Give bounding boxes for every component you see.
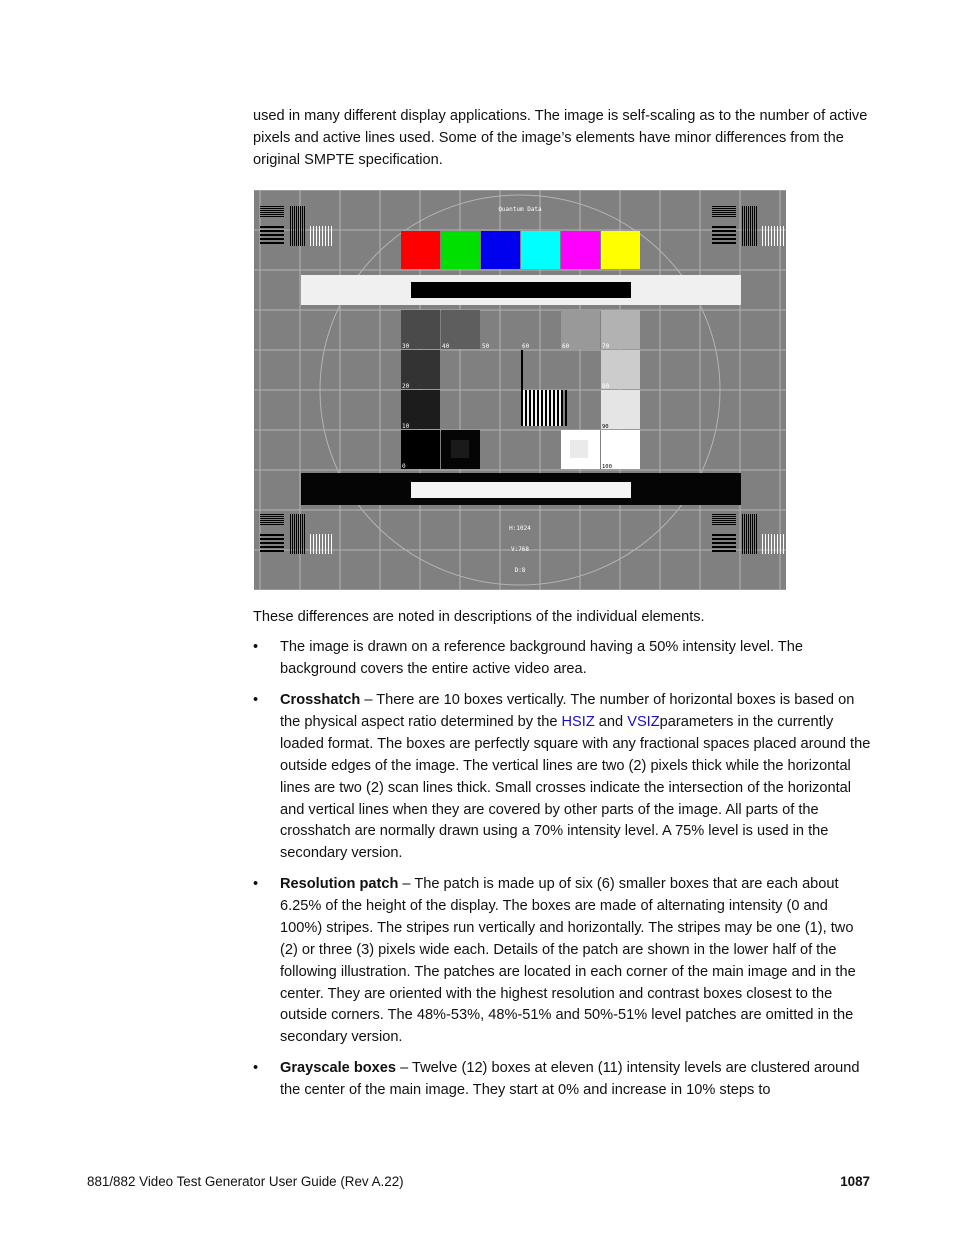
gray-label: 60 bbox=[522, 343, 530, 350]
bullet-term: Grayscale boxes bbox=[280, 1060, 397, 1076]
color-bar bbox=[441, 231, 480, 269]
footer-title: 881/882 Video Test Generator User Guide (Rev A.22) bbox=[87, 1174, 404, 1189]
bullet-text bbox=[280, 874, 873, 1049]
bullet-text-part: – Twelve (12) boxes at eleven (11) intensity levels are clustered around the center of the main image. They start at 0% and increase in 10% steps to bbox=[280, 1060, 860, 1098]
page-number: 1087 bbox=[840, 1174, 870, 1189]
banner-text: Quantum Data bbox=[498, 206, 542, 213]
gray-label: 80 bbox=[602, 383, 610, 390]
bullet-term: Resolution patch bbox=[280, 876, 399, 892]
bullet-grayscale-boxes bbox=[253, 1058, 873, 1102]
gray-label: 20 bbox=[402, 383, 410, 390]
bullet-text-part: – The patch is made up of six (6) smaller boxes that are each about 6.25% of the height of the display. The boxes are made of alternating intensity (0 and 100%) stripes. The stripes run vertically and horizontally. The stripes may be one (1), two (2) or three (3) pixels wide each. Details of the patch are shown in the lower half of the following illustration. The patches are located in each corner of the main image and in the center. They are oriented with the highest resolution and contrast boxes closest to the outside corners. The 48%-53%, 48%-51% and 50%-51% level patches are omitted in the secondary version. bbox=[280, 876, 856, 1046]
gray-label: 100 bbox=[602, 464, 612, 470]
color-bar bbox=[401, 231, 440, 269]
readout-h: H:1024 bbox=[509, 525, 531, 532]
differences-paragraph: These differences are noted in descriptions of the individual elements. bbox=[253, 609, 705, 625]
smpte-test-pattern-image bbox=[254, 190, 786, 590]
bullet-dot: • bbox=[253, 876, 259, 892]
gray-label: 70 bbox=[602, 343, 610, 350]
bullet-text bbox=[280, 690, 873, 865]
gray-label: 10 bbox=[402, 423, 410, 430]
bullet-text: The image is drawn on a reference background having a 50% intensity level. The background covers the entire active video area. bbox=[280, 639, 803, 677]
intro-paragraph: used in many different display applications. The image is self-scaling as to the number of active pixels and active lines used. Some of the image’s elements have minor differences from the original SMPTE specification. bbox=[253, 108, 868, 168]
bullet-term: Crosshatch bbox=[280, 692, 361, 708]
bullet-resolution-patch bbox=[253, 874, 873, 1049]
gray-box bbox=[401, 430, 440, 469]
bullet-dot: • bbox=[253, 1060, 259, 1076]
bullet-text-part: – There are 10 boxes vertically. The number of horizontal boxes is based on the physical aspect ratio determined by the bbox=[280, 692, 855, 730]
hsiz-link[interactable]: HSIZ bbox=[561, 713, 595, 730]
bullet-text-part: parameters in the currently loaded format. The boxes are perfectly square with any fractional spaces placed around the outside edges of the image. The vertical lines are two (2) pixels thick while the horizontal lines are two (2) scan lines thick. Small crosses indicate the intersection of the horizontal and vertical lines when they are covered by other parts of the image. All parts of the crosshatch are normally drawn using a 70% intensity level. A 75% level is used in the secondary version. bbox=[280, 713, 871, 862]
gray-label: 0 bbox=[402, 463, 406, 470]
gray-label: 60 bbox=[562, 343, 570, 350]
bullet-text bbox=[280, 1058, 873, 1102]
color-bar bbox=[481, 231, 520, 269]
gray-label: 50 bbox=[482, 343, 490, 350]
bullet-background bbox=[253, 637, 873, 681]
color-bar bbox=[601, 231, 640, 269]
bullet-dot: • bbox=[253, 639, 259, 655]
readout-v: V:768 bbox=[510, 546, 530, 553]
bullet-dot: • bbox=[253, 692, 259, 708]
readout-d: D:8 bbox=[514, 567, 526, 574]
bullet-text-part: and bbox=[594, 713, 628, 730]
gray-label: 30 bbox=[402, 343, 410, 350]
gray-label: 40 bbox=[442, 343, 450, 350]
bullet-crosshatch bbox=[253, 690, 873, 865]
vsiz-link[interactable]: VSIZ bbox=[627, 713, 660, 730]
color-bar bbox=[521, 231, 560, 269]
gray-label: 90 bbox=[602, 424, 609, 430]
color-bar bbox=[561, 231, 600, 269]
